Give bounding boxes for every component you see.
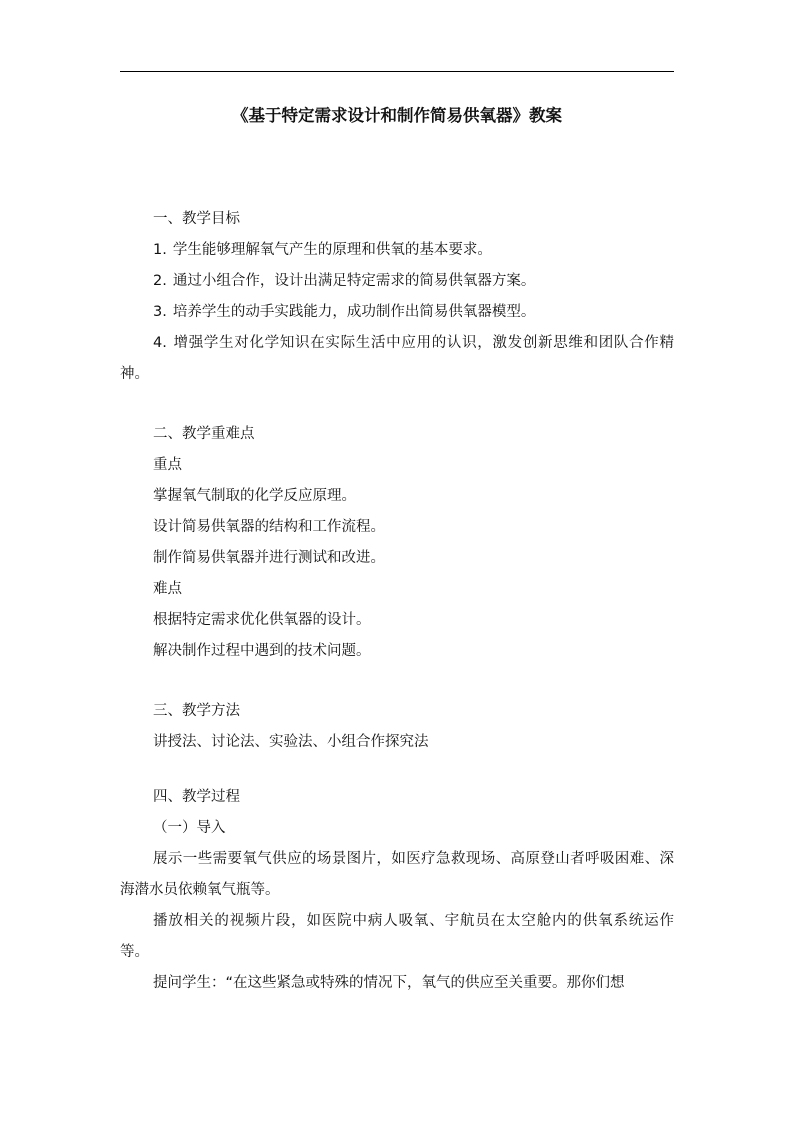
key-item: 掌握氧气制取的化学反应原理。 — [153, 488, 356, 504]
key-label: 重点 — [153, 457, 182, 473]
process-paragraph: 展示一些需要氧气供应的场景图片，如医疗急救现场、高原登山者呼吸困难、深海潜水员依赖氧气瓶等。 — [120, 851, 674, 898]
objective-item: 2. 通过小组合作，设计出满足特定需求的简易供氧器方案。 — [153, 273, 536, 289]
section-heading-objectives: 一、教学目标 — [153, 211, 240, 227]
subsection-heading-intro: （一）导入 — [153, 820, 226, 836]
objective-item: 4. 增强学生对化学知识在实际生活中应用的认识，激发创新思维和团队合作精神。 — [120, 335, 674, 382]
difficult-item: 解决制作过程中遇到的技术问题。 — [153, 643, 371, 659]
section-heading-process: 四、教学过程 — [153, 789, 240, 805]
process-paragraph: 提问学生：“在这些紧急或特殊的情况下，氧气的供应至关重要。那你们想 — [153, 975, 625, 991]
process-paragraph: 播放相关的视频片段，如医院中病人吸氧、宇航员在太空舱内的供氧系统运作等。 — [120, 913, 674, 960]
methods-text: 讲授法、讨论法、实验法、小组合作探究法 — [153, 734, 429, 750]
document-body — [120, 204, 674, 999]
difficult-label: 难点 — [153, 581, 182, 597]
header-rule — [120, 71, 674, 72]
difficult-item: 根据特定需求优化供氧器的设计。 — [153, 612, 371, 628]
document-title: 《基于特定需求设计和制作简易供氧器》教案 — [232, 106, 562, 125]
key-item: 设计简易供氧器的结构和工作流程。 — [153, 519, 385, 535]
objective-item: 1. 学生能够理解氧气产生的原理和供氧的基本要求。 — [153, 242, 492, 258]
key-item: 制作简易供氧器并进行测试和改进。 — [153, 550, 385, 566]
objective-item: 3. 培养学生的动手实践能力，成功制作出简易供氧器模型。 — [153, 304, 536, 320]
section-heading-key-points: 二、教学重难点 — [153, 426, 255, 442]
section-heading-methods: 三、教学方法 — [153, 703, 240, 719]
